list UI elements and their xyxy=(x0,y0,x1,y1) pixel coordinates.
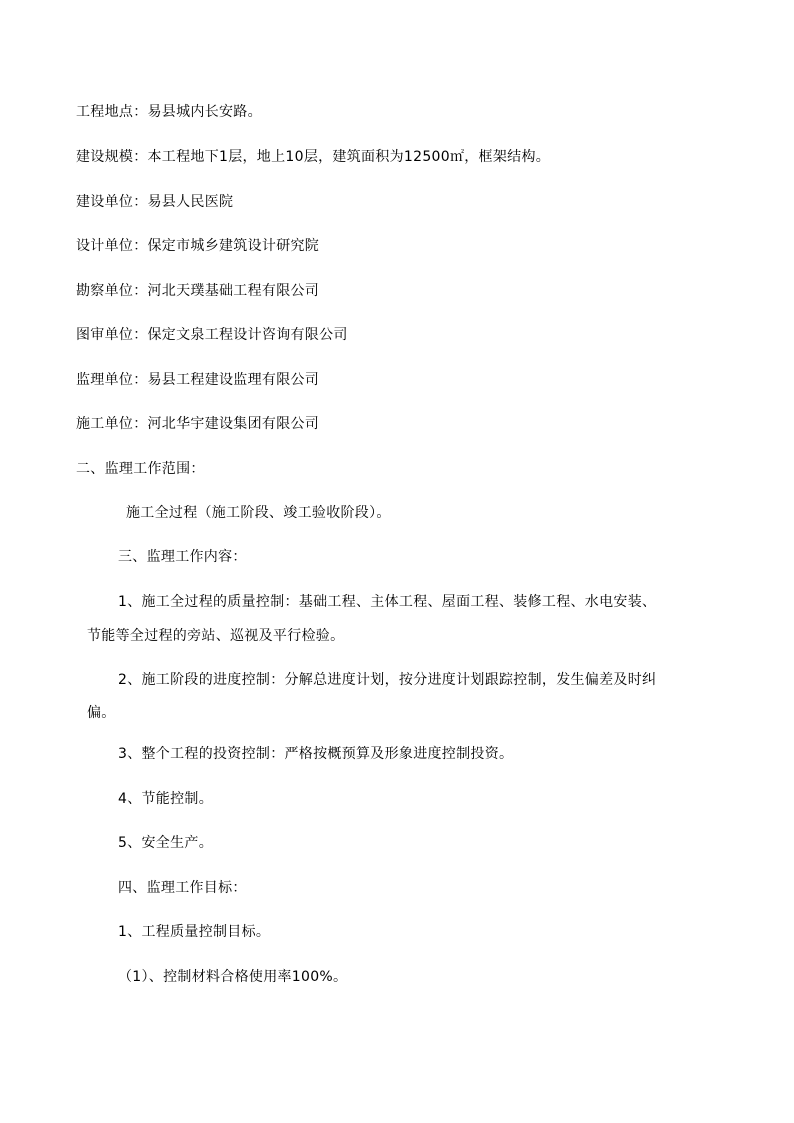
content-item-1: 1、施工全过程的质量控制：基础工程、主体工程、屋面工程、装修工程、水电安装、 xyxy=(118,594,657,610)
content-item-5: 5、安全生产。 xyxy=(118,835,214,851)
goal-item-1: 1、工程质量控制目标。 xyxy=(118,924,271,940)
section-heading-scope: 二、监理工作范围： xyxy=(76,461,205,477)
content-item-2: 2、施工阶段的进度控制：分解总进度计划，按分进度计划跟踪控制，发生偏差及时纠 xyxy=(118,672,657,688)
supervision-unit-line: 监理单位：易县工程建设监理有限公司 xyxy=(76,372,320,388)
construction-scale-line: 建设规模：本工程地下1层，地上10层，建筑面积为12500㎡，框架结构。 xyxy=(76,149,551,165)
review-unit-line: 图审单位：保定文泉工程设计咨询有限公司 xyxy=(76,327,348,343)
content-item-2-cont: 偏。 xyxy=(87,705,116,721)
goal-item-1-sub-1: （1）、控制材料合格使用率100%。 xyxy=(118,969,348,985)
project-location-line: 工程地点：易县城内长安路。 xyxy=(76,104,262,120)
content-item-4: 4、节能控制。 xyxy=(118,791,214,807)
section-heading-goals: 四、监理工作目标： xyxy=(118,880,247,896)
section-heading-content: 三、监理工作内容： xyxy=(118,549,247,565)
construction-unit-line: 施工单位：河北华宇建设集团有限公司 xyxy=(76,416,320,432)
owner-unit-line: 建设单位：易县人民医院 xyxy=(76,194,234,210)
survey-unit-line: 勘察单位：河北天璞基础工程有限公司 xyxy=(76,283,320,299)
content-item-1-cont: 节能等全过程的旁站、巡视及平行检验。 xyxy=(87,628,345,644)
scope-text: 施工全过程（施工阶段、竣工验收阶段）。 xyxy=(126,505,391,521)
design-unit-line: 设计单位：保定市城乡建筑设计研究院 xyxy=(76,238,320,254)
content-item-3: 3、整个工程的投资控制：严格按概预算及形象进度控制投资。 xyxy=(118,746,514,762)
